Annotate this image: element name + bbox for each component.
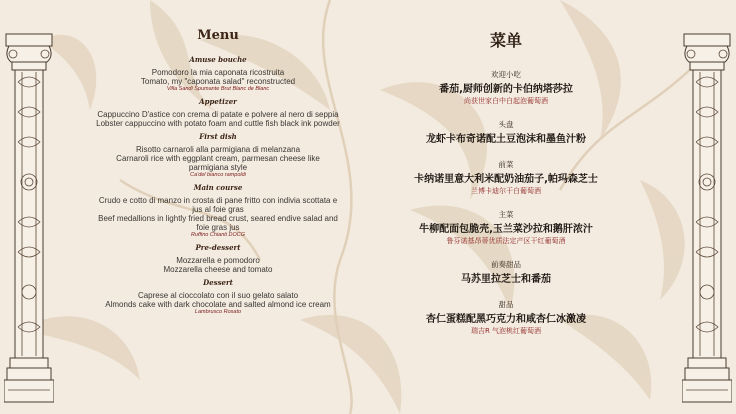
right-pillar-illustration: [682, 32, 732, 404]
zh-course-heading: 前菜: [498, 160, 514, 169]
zh-wine-pairing: 鲁芬诺基昂蒂优质法定产区干红葡萄酒: [446, 237, 566, 245]
dish-italian: Caprese al cioccolato con il suo gelato salato: [137, 291, 299, 300]
zh-dish: 龙虾卡布奇诺配土豆泡沫和墨鱼汁粉: [426, 134, 586, 145]
zh-course-heading: 主菜: [498, 210, 514, 219]
wine-pairing: Lambrusco Rosato: [194, 309, 242, 315]
dish-italian: Crudo e cotto di manzo in crosta di pane fritto con indivia scottata e jus al foie gras: [98, 196, 338, 214]
wine-pairing: Villa Sandi Spumante Brut Blanc de Blanc: [166, 86, 270, 92]
zh-wine-pairing: 尚获世家白中白起泡葡萄酒: [464, 97, 548, 105]
dish-italian: Risotto carnaroli alla parmigiana di melanzana: [135, 145, 301, 154]
zh-course-heading: 前奏甜品: [491, 260, 521, 269]
zh-dish: 番茄,厨师创新的卡伯纳塔莎拉: [439, 84, 573, 95]
zh-course-dessert: [400, 299, 612, 336]
zh-dish: 马苏里拉芝士和番茄: [461, 274, 551, 285]
zh-dish: 杏仁蛋糕配黑巧克力和咸杏仁冰激凌: [426, 314, 586, 325]
course-heading: First dish: [199, 132, 237, 141]
wine-pairing: Ruffino Chianti DOCG: [190, 232, 246, 238]
course-pre-dessert: [96, 243, 340, 274]
zh-course-main: [400, 209, 612, 246]
zh-dish: 牛柳配面包脆壳,玉兰菜沙拉和鹅肝浓汁: [419, 224, 593, 235]
zh-dish: 卡纳诺里意大利米配奶油茄子,帕玛森芝士: [414, 174, 598, 185]
course-first-dish: [96, 132, 340, 179]
zh-course-pre-dessert: [400, 259, 612, 286]
chinese-menu: [400, 22, 612, 349]
dish-english: Beef medallions in lightly fried bread crust, seared endive salad and foie gras jus: [98, 214, 338, 232]
left-pillar-illustration: [4, 32, 54, 404]
dish-english: Tomato, my "caponata salad" reconstructed: [140, 77, 296, 86]
dish-english: Mozzarella cheese and tomato: [163, 265, 273, 274]
zh-course-welcome: [400, 69, 612, 106]
dish-italian: Cappuccino D'astice con crema di patate e polvere al nero di seppia: [97, 110, 339, 119]
english-menu: [96, 22, 340, 320]
course-amuse-bouche: [96, 55, 340, 93]
zh-course-heading: 头盘: [498, 120, 514, 129]
zh-course-first: [400, 159, 612, 196]
course-heading: Pre-dessert: [195, 243, 241, 252]
dish-english: Almonds cake with dark chocolate and salted almond ice cream: [105, 300, 331, 309]
dish-english: Lobster cappuccino with potato foam and cuttle fish black ink powder: [96, 119, 340, 128]
course-heading: Main course: [193, 183, 243, 192]
dish-english: Carnaroli rice with eggplant cream, parmesan cheese like parmigiana style: [116, 154, 320, 172]
course-heading: Dessert: [203, 278, 233, 287]
zh-course-appetizer: [400, 119, 612, 146]
wine-pairing: Ca'del bianco rampoldi: [190, 172, 246, 178]
course-main: [96, 183, 340, 239]
course-heading: Amuse bouche: [189, 55, 247, 64]
zh-course-heading: 欢迎小吃: [491, 70, 521, 79]
zh-wine-pairing: 瑞吉R 气泡桃红葡萄酒: [470, 327, 542, 335]
english-menu-title: Menu: [197, 28, 239, 43]
dish-italian: Mozzarella e pomodoro: [176, 256, 260, 265]
zh-course-heading: 甜品: [498, 300, 514, 309]
course-heading: Appetizer: [199, 97, 237, 106]
zh-wine-pairing: 兰博卡迪尔干白葡萄酒: [471, 187, 541, 195]
chinese-menu-title: 菜单: [489, 31, 522, 50]
dish-italian: Pomodoro la mia caponata ricostruita: [151, 68, 285, 77]
course-dessert: [96, 278, 340, 316]
course-appetizer: [96, 97, 340, 128]
